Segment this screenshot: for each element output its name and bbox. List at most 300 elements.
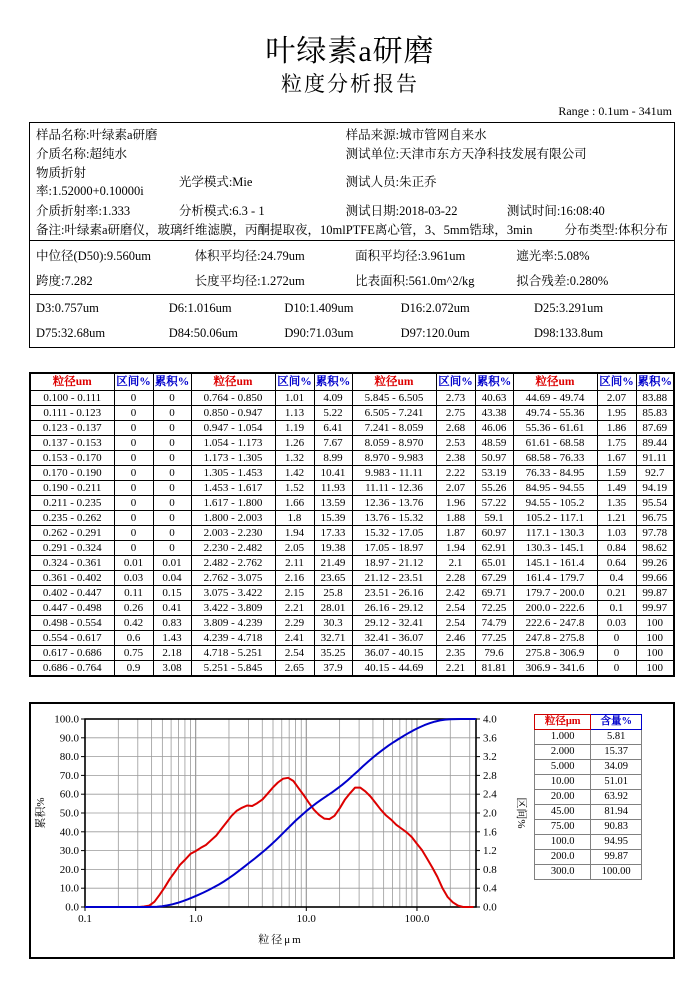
size-range-cell: 7.241 - 8.059: [352, 421, 436, 436]
percent-cell: 1.88: [436, 511, 475, 526]
dist-row: [30, 556, 674, 571]
percent-cell: 1.87: [436, 526, 475, 541]
chart-box: [29, 702, 675, 959]
content-cell: 1.000: [535, 730, 591, 745]
percent-cell: 37.9: [314, 661, 352, 677]
content-cell: 75.00: [535, 820, 591, 835]
size-range-cell: 0.190 - 0.211: [30, 481, 114, 496]
size-range-cell: 3.422 - 3.809: [191, 601, 275, 616]
size-range-cell: 0.137 - 0.153: [30, 436, 114, 451]
content-row: [535, 745, 642, 760]
percent-cell: 7.67: [314, 436, 352, 451]
percent-cell: 99.87: [636, 586, 674, 601]
test-unit: 测试单位:天津市东方天净科技发展有限公司: [345, 147, 587, 162]
percent-cell: 1.21: [597, 511, 636, 526]
size-range-cell: 15.32 - 17.05: [352, 526, 436, 541]
test-date: 测试日期:2018-03-22: [345, 203, 458, 218]
percent-cell: 59.1: [475, 511, 513, 526]
content-col-percent: 含量%: [591, 715, 642, 730]
dist-row: [30, 631, 674, 646]
percent-cell: 0: [153, 466, 191, 481]
dist-row: [30, 646, 674, 661]
percent-cell: 100: [636, 646, 674, 661]
distribution-table: [29, 372, 675, 677]
percent-cell: 50.97: [475, 451, 513, 466]
size-range-cell: 145.1 - 161.4: [513, 556, 597, 571]
medium-name: 介质名称:超纯水: [36, 147, 127, 162]
size-range-cell: 21.12 - 23.51: [352, 571, 436, 586]
percent-cell: 74.79: [475, 616, 513, 631]
left-tick-label: 50.0: [59, 807, 79, 820]
size-range-cell: 0.123 - 0.137: [30, 421, 114, 436]
percent-cell: 2.15: [275, 586, 314, 601]
percent-cell: 99.26: [636, 556, 674, 571]
percent-cell: 2.41: [275, 631, 314, 646]
percent-cell: 2.53: [436, 436, 475, 451]
percent-cell: 1.96: [436, 496, 475, 511]
col-header-percent: 累积%: [314, 373, 352, 391]
percent-cell: 1.19: [275, 421, 314, 436]
percent-cell: 28.01: [314, 601, 352, 616]
d84-value: D84:50.06um: [168, 326, 238, 340]
size-range-cell: 306.9 - 341.6: [513, 661, 597, 677]
size-range-cell: 5.251 - 5.845: [191, 661, 275, 677]
report-subtitle: 粒度分析报告: [281, 72, 419, 96]
left-tick-label: 0.0: [65, 901, 79, 914]
right-axis-label: 区间%: [515, 797, 527, 829]
size-range-cell: 84.95 - 94.55: [513, 481, 597, 496]
content-cell: 100.00: [591, 865, 642, 880]
percent-cell: 2.75: [436, 406, 475, 421]
size-range-cell: 76.33 - 84.95: [513, 466, 597, 481]
content-row: [535, 835, 642, 850]
percent-cell: 0: [153, 436, 191, 451]
content-cell: 34.09: [591, 760, 642, 775]
percent-cell: 95.54: [636, 496, 674, 511]
size-range-cell: 26.16 - 29.12: [352, 601, 436, 616]
report-title: 叶绿素a研磨: [265, 35, 435, 68]
percent-cell: 30.3: [314, 616, 352, 631]
percent-cell: 0: [153, 511, 191, 526]
size-range-cell: 0.402 - 0.447: [30, 586, 114, 601]
content-row: [535, 775, 642, 790]
percent-cell: 2.11: [275, 556, 314, 571]
percent-cell: 1.26: [275, 436, 314, 451]
percent-cell: 0.4: [597, 571, 636, 586]
dist-row: [30, 541, 674, 556]
info-row: [36, 125, 668, 143]
size-range-cell: 1.800 - 2.003: [191, 511, 275, 526]
size-range-cell: 2.003 - 2.230: [191, 526, 275, 541]
percent-cell: 0: [153, 391, 191, 406]
percent-cell: 48.59: [475, 436, 513, 451]
percent-cell: 10.41: [314, 466, 352, 481]
percent-cell: 2.21: [275, 601, 314, 616]
size-range-cell: 2.230 - 2.482: [191, 541, 275, 556]
percent-cell: 0.75: [114, 646, 153, 661]
percent-cell: 2.42: [436, 586, 475, 601]
test-time: 测试时间:16:08:40: [506, 203, 605, 218]
col-header-percent: 累积%: [636, 373, 674, 391]
left-axis-label: 累积%: [35, 797, 47, 829]
percent-cell: 40.63: [475, 391, 513, 406]
range-label: Range : 0.1um - 341um: [558, 104, 672, 118]
percent-cell: 2.07: [597, 391, 636, 406]
size-range-cell: 2.762 - 3.075: [191, 571, 275, 586]
percent-cell: 62.91: [475, 541, 513, 556]
percent-cell: 0: [114, 541, 153, 556]
size-range-cell: 1.305 - 1.453: [191, 466, 275, 481]
percent-cell: 2.18: [153, 646, 191, 661]
percent-cell: 0: [153, 451, 191, 466]
percent-cell: 60.97: [475, 526, 513, 541]
size-range-cell: 55.36 - 61.61: [513, 421, 597, 436]
size-range-cell: 23.51 - 26.16: [352, 586, 436, 601]
percent-cell: 0: [114, 496, 153, 511]
percent-cell: 94.19: [636, 481, 674, 496]
size-range-cell: 5.845 - 6.505: [352, 391, 436, 406]
sample-name: 样品名称:叶绿素a研磨: [36, 127, 158, 142]
percent-cell: 81.81: [475, 661, 513, 677]
content-header-row: [535, 715, 642, 730]
content-cell: 2.000: [535, 745, 591, 760]
right-tick-label: 2.4: [483, 788, 497, 801]
percent-cell: 2.73: [436, 391, 475, 406]
percent-cell: 1.75: [597, 436, 636, 451]
percent-cell: 2.16: [275, 571, 314, 586]
size-range-cell: 0.235 - 0.262: [30, 511, 114, 526]
content-row: [535, 790, 642, 805]
percent-cell: 5.22: [314, 406, 352, 421]
content-cell: 200.0: [535, 850, 591, 865]
percent-cell: 100: [636, 661, 674, 677]
size-range-cell: 94.55 - 105.2: [513, 496, 597, 511]
percent-cell: 2.07: [436, 481, 475, 496]
size-range-cell: 12.36 - 13.76: [352, 496, 436, 511]
size-range-cell: 0.170 - 0.190: [30, 466, 114, 481]
right-tick-label: 0.8: [483, 863, 497, 876]
analysis-mode: 分析模式:6.3 - 1: [178, 203, 265, 218]
dist-row: [30, 481, 674, 496]
percent-cell: 0: [114, 406, 153, 421]
percent-cell: 2.28: [436, 571, 475, 586]
span-value: 跨度:7.282: [36, 274, 93, 289]
size-range-cell: 0.111 - 0.123: [30, 406, 114, 421]
percent-cell: 2.54: [436, 601, 475, 616]
material-refractive-index: 物质折射率:1.52000+0.10000i: [36, 166, 144, 199]
content-row: [535, 760, 642, 775]
left-tick-label: 100.0: [54, 713, 79, 726]
size-range-cell: 1.453 - 1.617: [191, 481, 275, 496]
x-tick-label: 100.0: [404, 913, 430, 925]
percent-cell: 1.13: [275, 406, 314, 421]
size-range-cell: 0.947 - 1.054: [191, 421, 275, 436]
percent-cell: 21.49: [314, 556, 352, 571]
info-row: [36, 144, 668, 162]
size-range-cell: 9.983 - 11.11: [352, 466, 436, 481]
content-row: [535, 820, 642, 835]
x-tick-label: 0.1: [78, 913, 92, 925]
size-range-cell: 117.1 - 130.3: [513, 526, 597, 541]
size-range-cell: 2.482 - 2.762: [191, 556, 275, 571]
left-tick-label: 10.0: [59, 882, 79, 895]
dist-row: [30, 586, 674, 601]
content-cell: 5.81: [591, 730, 642, 745]
percent-cell: 1.42: [275, 466, 314, 481]
percent-cell: 2.68: [436, 421, 475, 436]
percent-cell: 65.01: [475, 556, 513, 571]
percent-cell: 0.41: [153, 601, 191, 616]
percent-cell: 79.6: [475, 646, 513, 661]
content-cell: 99.87: [591, 850, 642, 865]
percent-cell: 67.29: [475, 571, 513, 586]
percent-cell: 2.65: [275, 661, 314, 677]
d3-value: D3:0.757um: [36, 301, 99, 315]
percent-cell: 11.93: [314, 481, 352, 496]
percent-cell: 15.39: [314, 511, 352, 526]
size-range-cell: 17.05 - 18.97: [352, 541, 436, 556]
size-range-cell: 44.69 - 49.74: [513, 391, 597, 406]
size-range-cell: 1.054 - 1.173: [191, 436, 275, 451]
percent-cell: 8.99: [314, 451, 352, 466]
percent-cell: 0.01: [114, 556, 153, 571]
percent-cell: 0.11: [114, 586, 153, 601]
col-header-percent: 区间%: [275, 373, 314, 391]
summary-row: [36, 246, 668, 264]
percent-cell: 0: [153, 406, 191, 421]
size-range-cell: 0.291 - 0.324: [30, 541, 114, 556]
percent-cell: 0: [153, 526, 191, 541]
percent-cell: 1.49: [597, 481, 636, 496]
percent-cell: 1.32: [275, 451, 314, 466]
percent-cell: 2.22: [436, 466, 475, 481]
d-values-box: [29, 294, 675, 348]
percent-cell: 0: [597, 646, 636, 661]
size-range-cell: 61.61 - 68.58: [513, 436, 597, 451]
percent-cell: 2.54: [275, 646, 314, 661]
percent-cell: 2.54: [436, 616, 475, 631]
x-tick-label: 1.0: [188, 913, 203, 925]
percent-cell: 0: [114, 526, 153, 541]
percent-cell: 55.26: [475, 481, 513, 496]
content-cell: 300.0: [535, 865, 591, 880]
tester: 测试人员:朱正乔: [345, 175, 437, 190]
left-tick-label: 80.0: [59, 751, 79, 764]
percent-cell: 2.38: [436, 451, 475, 466]
col-header-percent: 区间%: [436, 373, 475, 391]
col-header-size: 粒径um: [191, 373, 275, 391]
percent-cell: 1.03: [597, 526, 636, 541]
size-range-cell: 1.617 - 1.800: [191, 496, 275, 511]
percent-cell: 0: [114, 481, 153, 496]
content-cell: 20.00: [535, 790, 591, 805]
summary-row: [36, 271, 668, 289]
percent-cell: 92.7: [636, 466, 674, 481]
size-range-cell: 0.764 - 0.850: [191, 391, 275, 406]
d98-value: D98:133.8um: [533, 326, 604, 340]
right-tick-label: 2.8: [483, 769, 497, 782]
dist-row: [30, 391, 674, 406]
size-range-cell: 0.850 - 0.947: [191, 406, 275, 421]
size-range-cell: 4.239 - 4.718: [191, 631, 275, 646]
size-range-cell: 222.6 - 247.8: [513, 616, 597, 631]
dist-row: [30, 421, 674, 436]
percent-cell: 2.05: [275, 541, 314, 556]
dist-row: [30, 436, 674, 451]
percent-cell: 1.66: [275, 496, 314, 511]
dist-row: [30, 571, 674, 586]
percent-cell: 0: [114, 436, 153, 451]
percent-cell: 1.01: [275, 391, 314, 406]
dist-row: [30, 616, 674, 631]
size-range-cell: 13.76 - 15.32: [352, 511, 436, 526]
d75-value: D75:32.68um: [36, 326, 106, 340]
d6-value: D6:1.016um: [168, 301, 232, 315]
info-row: [36, 220, 668, 238]
content-row: [535, 850, 642, 865]
percent-cell: 25.8: [314, 586, 352, 601]
d25-value: D25:3.291um: [533, 301, 604, 315]
volume-mean-diameter: 体积平均径:24.79um: [194, 248, 305, 263]
size-range-cell: 179.7 - 200.0: [513, 586, 597, 601]
percent-cell: 1.8: [275, 511, 314, 526]
d16-value: D16:2.072um: [400, 301, 470, 315]
percent-cell: 85.83: [636, 406, 674, 421]
percent-cell: 83.88: [636, 391, 674, 406]
percent-cell: 35.25: [314, 646, 352, 661]
right-tick-label: 1.2: [483, 845, 497, 858]
d10-value: D10:1.409um: [284, 301, 354, 315]
percent-cell: 19.38: [314, 541, 352, 556]
dist-row: [30, 526, 674, 541]
percent-cell: 89.44: [636, 436, 674, 451]
size-range-cell: 18.97 - 21.12: [352, 556, 436, 571]
sample-info-box: [29, 122, 675, 241]
size-range-cell: 3.809 - 4.239: [191, 616, 275, 631]
percent-cell: 0.26: [114, 601, 153, 616]
left-tick-label: 40.0: [59, 826, 79, 839]
right-tick-label: 3.6: [483, 732, 497, 745]
median-d50: 中位径(D50):9.560um: [36, 248, 151, 263]
right-tick-label: 3.2: [483, 751, 497, 764]
d-values-row: [36, 326, 668, 341]
size-range-cell: 105.2 - 117.1: [513, 511, 597, 526]
percent-cell: 0: [153, 421, 191, 436]
col-header-size: 粒径um: [513, 373, 597, 391]
content-cell: 10.00: [535, 775, 591, 790]
content-cell: 15.37: [591, 745, 642, 760]
size-range-cell: 0.153 - 0.170: [30, 451, 114, 466]
left-tick-label: 30.0: [59, 845, 79, 858]
dist-row: [30, 511, 674, 526]
percent-cell: 0: [114, 511, 153, 526]
size-range-cell: 29.12 - 32.41: [352, 616, 436, 631]
percent-cell: 100: [636, 631, 674, 646]
percent-cell: 23.65: [314, 571, 352, 586]
percent-cell: 99.66: [636, 571, 674, 586]
percent-cell: 2.1: [436, 556, 475, 571]
dist-row: [30, 451, 674, 466]
size-range-cell: 49.74 - 55.36: [513, 406, 597, 421]
percent-cell: 91.11: [636, 451, 674, 466]
percent-cell: 0: [153, 541, 191, 556]
d-values-row: [36, 301, 668, 316]
size-range-cell: 0.100 - 0.111: [30, 391, 114, 406]
medium-refractive-index: 介质折射率:1.333: [36, 203, 131, 218]
col-header-size: 粒径um: [352, 373, 436, 391]
percent-cell: 32.71: [314, 631, 352, 646]
percent-cell: 100: [636, 616, 674, 631]
left-tick-label: 70.0: [59, 769, 79, 782]
size-range-cell: 8.059 - 8.970: [352, 436, 436, 451]
percent-cell: 2.29: [275, 616, 314, 631]
info-row: [36, 163, 668, 199]
size-range-cell: 40.15 - 44.69: [352, 661, 436, 677]
percent-cell: 0.03: [597, 616, 636, 631]
col-header-size: 粒径um: [30, 373, 114, 391]
size-range-cell: 6.505 - 7.241: [352, 406, 436, 421]
percent-cell: 0: [114, 466, 153, 481]
percent-cell: 0: [153, 481, 191, 496]
size-range-cell: 8.970 - 9.983: [352, 451, 436, 466]
percent-cell: 2.21: [436, 661, 475, 677]
percent-cell: 3.08: [153, 661, 191, 677]
area-mean-diameter: 面积平均径:3.961um: [355, 248, 466, 263]
percent-cell: 0.03: [114, 571, 153, 586]
left-tick-label: 90.0: [59, 732, 79, 745]
left-tick-label: 20.0: [59, 863, 79, 876]
size-range-cell: 0.361 - 0.402: [30, 571, 114, 586]
percent-cell: 1.95: [597, 406, 636, 421]
dist-row: [30, 466, 674, 481]
dist-row: [30, 601, 674, 616]
content-cell: 63.92: [591, 790, 642, 805]
percent-cell: 99.97: [636, 601, 674, 616]
optical-mode: 光学模式:Mie: [178, 175, 253, 190]
size-range-cell: 200.0 - 222.6: [513, 601, 597, 616]
percent-cell: 0: [597, 631, 636, 646]
percent-cell: 0: [114, 391, 153, 406]
d97-value: D97:120.0um: [400, 326, 470, 340]
info-row: [36, 201, 668, 219]
col-header-percent: 区间%: [114, 373, 153, 391]
percent-cell: 46.06: [475, 421, 513, 436]
percent-cell: 96.75: [636, 511, 674, 526]
percent-cell: 0.15: [153, 586, 191, 601]
percent-cell: 87.69: [636, 421, 674, 436]
obscuration: 遮光率:5.08%: [516, 248, 590, 263]
percent-cell: 1.59: [597, 466, 636, 481]
percent-cell: 53.19: [475, 466, 513, 481]
percent-cell: 0: [114, 451, 153, 466]
right-tick-label: 2.0: [483, 807, 497, 820]
fit-residual: 拟合残差:0.280%: [516, 274, 609, 289]
sample-source: 样品来源:城市管网自来水: [345, 127, 487, 142]
percent-cell: 0.6: [114, 631, 153, 646]
percent-cell: 6.41: [314, 421, 352, 436]
left-tick-label: 60.0: [59, 788, 79, 801]
size-range-cell: 247.8 - 275.8: [513, 631, 597, 646]
size-range-cell: 0.324 - 0.361: [30, 556, 114, 571]
percent-cell: 77.25: [475, 631, 513, 646]
d90-value: D90:71.03um: [284, 326, 354, 340]
percent-cell: 1.67: [597, 451, 636, 466]
dist-header-row: [30, 373, 674, 391]
percent-cell: 4.09: [314, 391, 352, 406]
percent-cell: 0.04: [153, 571, 191, 586]
dist-row: [30, 406, 674, 421]
col-header-percent: 累积%: [475, 373, 513, 391]
